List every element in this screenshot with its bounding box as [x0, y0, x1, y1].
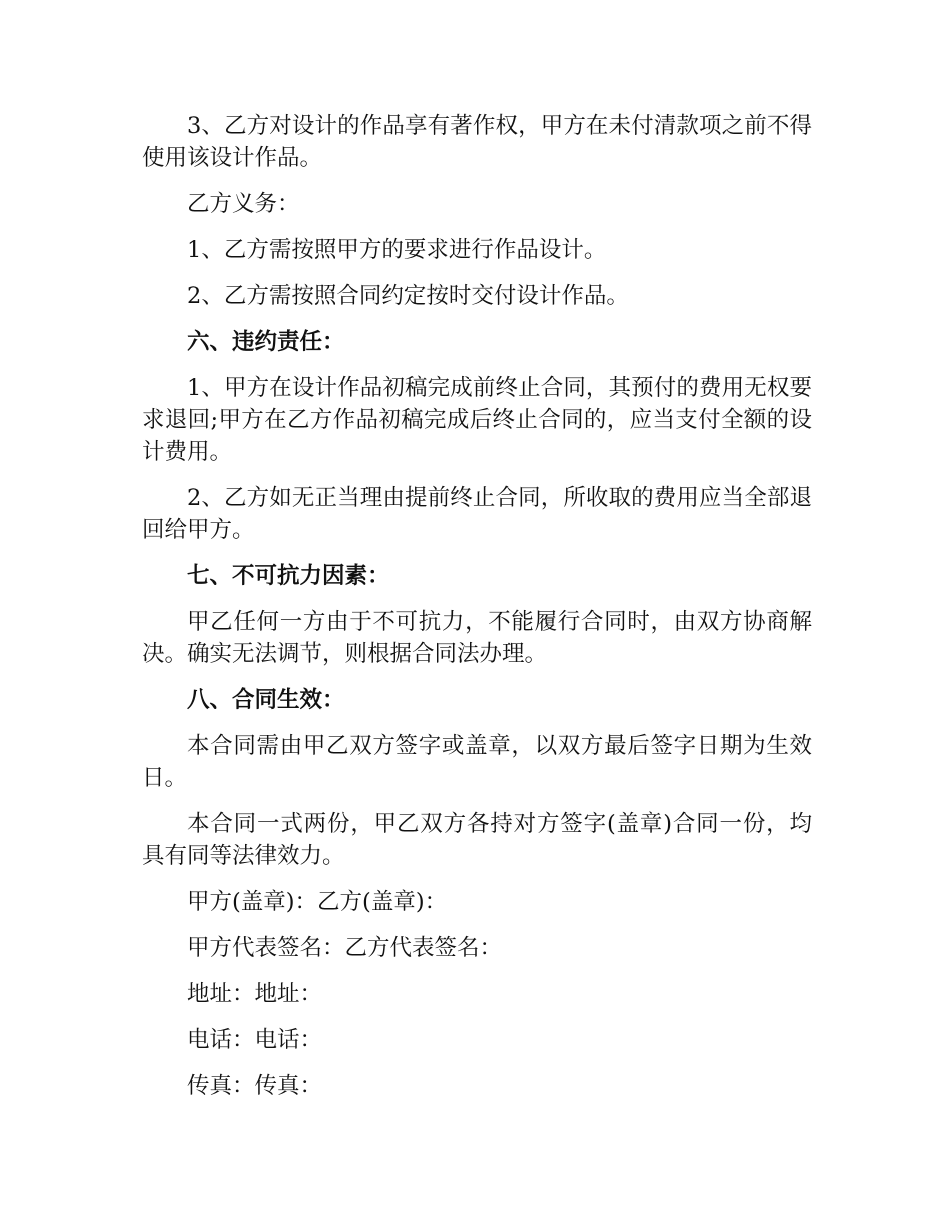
para-force-majeure: 甲乙任何一方由于不可抗力，不能履行合同时，由双方协商解决。确实无法调节，则根据合同法办理。	[142, 609, 812, 667]
para-obligation-2: 2、乙方需按照合同约定按时交付设计作品。	[187, 283, 629, 309]
para-effective-1: 本合同需由甲乙双方签字或盖章，以双方最后签字日期为生效日。	[142, 733, 812, 791]
para-obligation-1: 1、乙方需按照甲方的要求进行作品设计。	[187, 237, 607, 263]
para-breach-1: 1、甲方在设计作品初稿完成前终止合同，其预付的费用无权要求退回;甲方在乙方作品初稿完成后终止合同的，应当支付全额的设计费用。	[142, 375, 812, 465]
para-seal-line: 甲方(盖章)：乙方(盖章)：	[187, 889, 448, 915]
document-page	[142, 110, 812, 1116]
para-copyright: 3、乙方对设计的作品享有著作权，甲方在未付清款项之前不得使用该设计作品。	[142, 113, 812, 171]
para-effective-2: 本合同一式两份，甲乙双方各持对方签字(盖章)合同一份，均具有同等法律效力。	[142, 811, 812, 869]
heading-section-8: 八、合同生效：	[187, 687, 345, 713]
para-signature-line: 甲方代表签名：乙方代表签名：	[187, 935, 503, 961]
para-fax-line: 传真：传真：	[187, 1073, 323, 1099]
para-address-line: 地址：地址：	[187, 981, 323, 1007]
heading-section-6: 六、违约责任：	[187, 329, 345, 355]
para-party-b-obligations-label: 乙方义务：	[187, 191, 300, 217]
heading-section-7: 七、不可抗力因素：	[187, 563, 390, 589]
para-breach-2: 2、乙方如无正当理由提前终止合同，所收取的费用应当全部退回给甲方。	[142, 485, 812, 543]
para-phone-line: 电话：电话：	[187, 1027, 323, 1053]
